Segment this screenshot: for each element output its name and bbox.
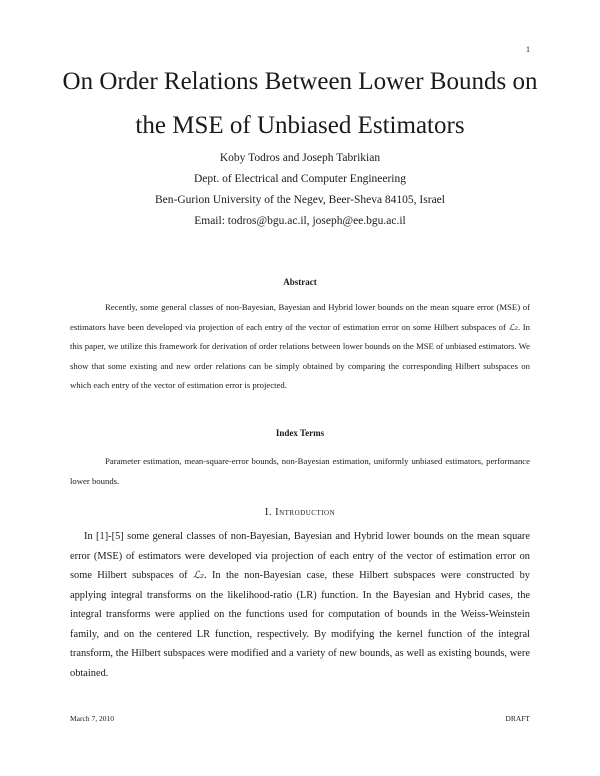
paper-title	[40, 60, 560, 148]
abstract-text-2: . In this paper, we utilize this framework for derivation of order relations between lower bounds on the MSE of unbiased estimators. We show that some existing and new order relations can be simply obtained by comparing the corresponding Hilbert subspaces on which each entry of the vector of estimation error is projected.	[70, 321, 531, 390]
index-terms-text: Parameter estimation, mean-square-error bounds, non-Bayesian estimation, uniformly unbiased estimators, performance lower bounds.	[70, 456, 530, 486]
footer-draft-label: DRAFT	[505, 714, 530, 723]
footer-date: March 7, 2010	[70, 714, 114, 723]
intro-text-1: In [1]-[5] some general classes of non-Bayesian, Bayesian and Hybrid lower bounds on the mean square error (MSE) of estimators were developed via projection of each entry of the vector of estimation error on some Hilbert subspaces of	[70, 531, 530, 581]
l2-space-symbol: ℒ₂	[193, 570, 205, 581]
abstract-heading: Abstract	[283, 277, 317, 287]
abstract-paragraph	[70, 298, 530, 396]
page-number: 1	[526, 45, 530, 54]
introduction-paragraph	[70, 527, 530, 683]
l2-space-symbol: ℒ₂	[508, 321, 518, 332]
author-university: Ben-Gurion University of the Negev, Beer-Sheva 84105, Israel	[155, 194, 445, 206]
abstract-body	[70, 298, 530, 396]
intro-text-2: . In the non-Bayesian case, these Hilbert subspaces were constructed by applying integral transforms on the likelihood-ratio (LR) function. In the Bayesian and Hybrid cases, the integral transforms were applied on the functions used for computation of bounds in the Weiss-Weinstein family, and on the centered LR function, respectively. By modifying the kernel function of the integral transform, the Hilbert subspaces were modified and a variety of new bounds, as well as existing bounds, were obtained.	[70, 570, 530, 679]
introduction-body	[70, 527, 530, 683]
index-terms-body	[70, 452, 530, 491]
abstract-text-1: Recently, some general classes of non-Bayesian, Bayesian and Hybrid lower bounds on the mean square error (MSE) of estimators have been developed via projection of each entry of the vector of estimation error on some Hilbert subspaces of	[70, 302, 530, 332]
section-numeral: I.	[264, 507, 272, 518]
title-line-2: the MSE of Unbiased Estimators	[135, 112, 465, 139]
title-line-1: On Order Relations Between Lower Bounds on	[62, 68, 538, 95]
section-title: Introduction	[275, 507, 336, 518]
author-names: Koby Todros and Joseph Tabrikian	[219, 152, 381, 164]
section-heading	[0, 507, 600, 518]
index-terms-heading: Index Terms	[275, 428, 325, 438]
author-department: Dept. of Electrical and Computer Engineering	[193, 173, 407, 185]
author-email: Email: todros@bgu.ac.il, joseph@ee.bgu.ac.il	[194, 215, 406, 227]
author-block	[40, 148, 560, 232]
